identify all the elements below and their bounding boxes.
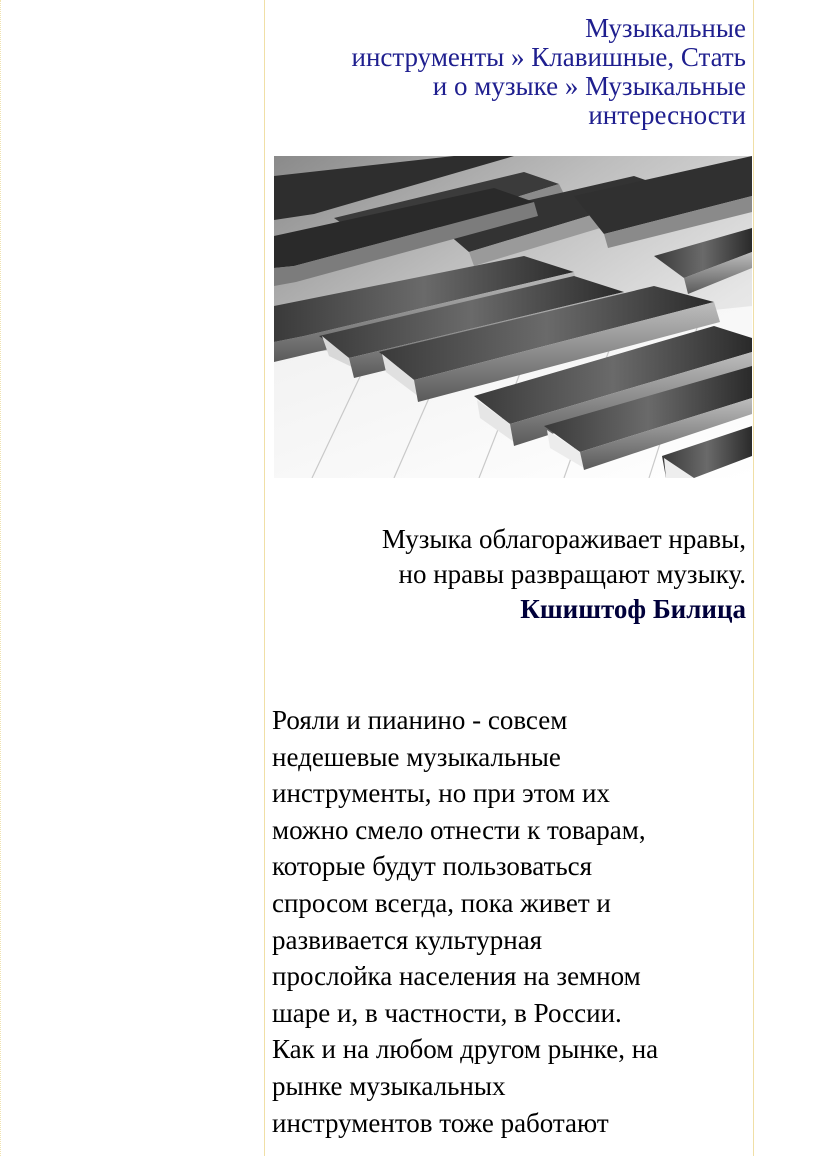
breadcrumb-line-3[interactable]: и о музыке » Музыкальные xyxy=(432,71,746,101)
quote-author: Кшиштоф Билица xyxy=(520,594,746,624)
text-line: инструментов тоже работают xyxy=(272,1107,609,1138)
text-line: развивается культурная xyxy=(272,924,543,955)
epigraph-quote xyxy=(270,522,746,627)
breadcrumb-line-1[interactable]: Музыкальные xyxy=(585,13,746,43)
text-line: Как и на любом другом рынке, на xyxy=(272,1034,659,1065)
breadcrumb-line-4[interactable]: интересности xyxy=(588,100,746,130)
text-line: Рояли и пианино - совсем xyxy=(272,705,568,735)
article-text xyxy=(272,702,750,1141)
text-line: инструменты, но при этом их xyxy=(272,778,610,809)
text-line: спросом всегда, пока живет и xyxy=(272,887,611,918)
text-line: недешевые музыкальные xyxy=(272,741,561,772)
text-line: шаре и, в частности, в России. xyxy=(272,997,622,1028)
quote-line-1: Музыка облагораживает нравы, xyxy=(381,524,746,554)
text-line: которые будут пользоваться xyxy=(272,851,593,882)
text-line: можно смело отнести к товарам, xyxy=(272,814,646,845)
breadcrumb xyxy=(270,14,746,130)
quote-line-2: но нравы развращают музыку. xyxy=(398,559,746,589)
page-edge-line xyxy=(0,0,2,1156)
text-line: рынке музыкальных xyxy=(272,1070,506,1101)
breadcrumb-line-2[interactable]: инструменты » Клавишные, Стать xyxy=(351,42,746,72)
text-line: прослойка населения на земном xyxy=(272,961,641,992)
piano-keys-image xyxy=(274,156,752,478)
